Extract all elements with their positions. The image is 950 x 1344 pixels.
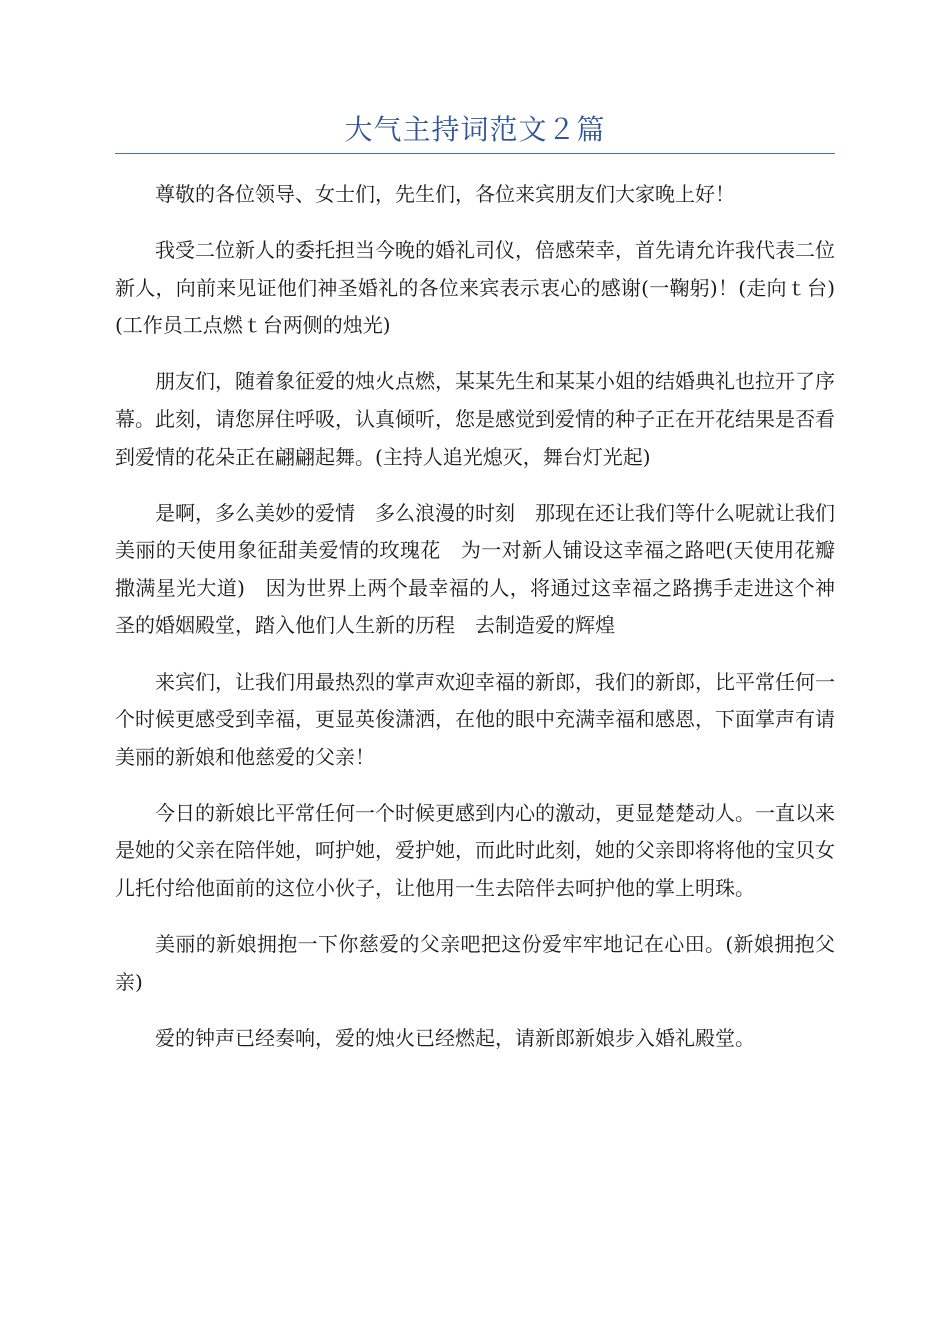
paragraph-groom-welcome: 来宾们，让我们用最热烈的掌声欢迎幸福的新郎，我们的新郎，比平常任何一个时候更感受到幸福，更显英俊潇洒，在他的眼中充满幸福和感恩，下面掌声有请美丽的新娘和他慈爱的父亲！ [115, 669, 835, 769]
paragraph-ceremony-start: 朋友们，随着象征爱的烛火点燃，某某先生和某某小姐的结婚典礼也拉开了序幕。此刻，请您屏住呼吸，认真倾听，您是感觉到爱情的种子正在开花结果是否看到爱情的花朵正在翩翩起舞。(主持人追光熄灭，舞台灯光起) [115, 369, 835, 469]
paragraph-bride: 今日的新娘比平常任何一个时候更感到内心的激动，更显楚楚动人。一直以来是她的父亲在陪伴她，呵护她，爱护她，而此时此刻，她的父亲即将将他的宝贝女儿托付给他面前的这位小伙子，让他用一生去陪伴去呵护他的掌上明珠。 [115, 800, 835, 900]
document-title: 大气主持词范文２篇 [344, 113, 606, 146]
paragraph-greeting: 尊敬的各位领导、女士们，先生们，各位来宾朋友们大家晚上好！ [155, 182, 735, 206]
title-underline [115, 153, 835, 154]
paragraph-enter-hall: 爱的钟声已经奏响，爱的烛火已经燃起，请新郎新娘步入婚礼殿堂。 [155, 1025, 755, 1050]
document-body [115, 176, 835, 1076]
paragraph-romantic-moment: 是啊，多么美妙的爱情 多么浪漫的时刻 那现在还让我们等什么呢就让我们美丽的天使用象征甜美爱情的玫瑰花 为一对新人铺设这幸福之路吧(天使用花瓣撒满星光大道) 因为世界上两个最幸福的人，将通过这幸福之路携手走进这个神圣的婚姻殿堂，踏入他们人生新的历程 去制造爱的辉煌 [115, 500, 835, 638]
paragraph-opening: 我受二位新人的委托担当今晚的婚礼司仪，倍感荣幸，首先请允许我代表二位新人，向前来见证他们神圣婚礼的各位来宾表示衷心的感谢(一鞠躬)！(走向ｔ台)(工作员工点燃ｔ台两侧的烛光) [115, 238, 835, 338]
paragraph-embrace: 美丽的新娘拥抱一下你慈爱的父亲吧把这份爱牢牢地记在心田。(新娘拥抱父亲) [115, 932, 835, 994]
